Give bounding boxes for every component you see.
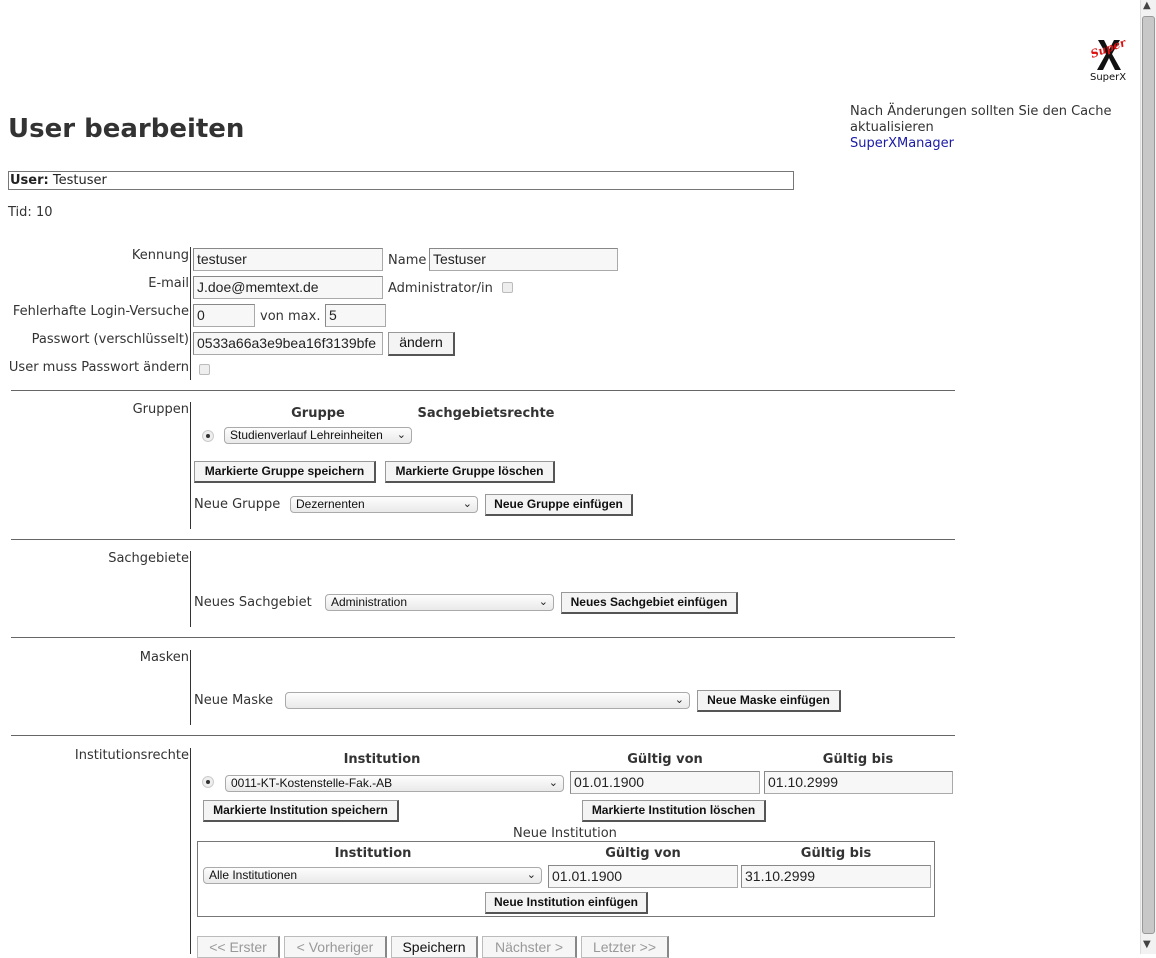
email-label: E-mail: [148, 276, 189, 291]
fields-divider: [190, 247, 191, 380]
institution-header: Institution: [343, 752, 421, 767]
superxmanager-link[interactable]: SuperXManager: [850, 136, 954, 151]
name-input[interactable]: Testuser: [429, 248, 618, 271]
save-group-button[interactable]: Markierte Gruppe speichern: [194, 461, 376, 483]
login-attempts-label: Fehlerhafte Login-Versuche: [12, 304, 189, 319]
institution-von-input[interactable]: 01.01.1900: [570, 771, 760, 794]
gueltig-von-header: Gültig von: [627, 752, 703, 767]
must-change-label: User muss Passwort ändern: [8, 360, 189, 375]
sachgebietsrechte-header: Sachgebietsrechte: [417, 406, 555, 421]
delete-institution-button[interactable]: Markierte Institution löschen: [582, 800, 766, 822]
chevron-down-icon: ⌄: [538, 596, 548, 608]
institution-bis-input[interactable]: 01.10.2999: [764, 771, 953, 794]
gueltig-bis-header: Gültig bis: [822, 752, 894, 767]
change-password-button[interactable]: ändern: [388, 332, 455, 356]
new-institution-von-input[interactable]: 01.01.1900: [548, 865, 738, 888]
new-gueltig-bis-header: Gültig bis: [800, 846, 872, 861]
kennung-input[interactable]: testuser: [193, 248, 383, 271]
first-button[interactable]: << Erster: [197, 936, 280, 958]
tid-value: 10: [35, 205, 53, 220]
previous-button[interactable]: < Vorheriger: [284, 936, 387, 958]
must-change-checkbox[interactable]: [199, 364, 210, 375]
tid-label: Tid:: [8, 205, 32, 220]
separator-4: [11, 735, 955, 736]
user-bar-label: User:: [10, 173, 49, 188]
new-maske-label: Neue Maske: [194, 693, 274, 708]
new-institution-header: Institution: [334, 846, 412, 861]
insert-institution-button[interactable]: Neue Institution einfügen: [485, 892, 648, 914]
new-sachgebiet-label: Neues Sachgebiet: [194, 595, 312, 610]
tid-line: [8, 205, 52, 220]
new-gueltig-von-header: Gültig von: [605, 846, 681, 861]
save-institution-button[interactable]: Markierte Institution speichern: [203, 800, 399, 822]
email-input[interactable]: J.doe@memtext.de: [193, 276, 383, 299]
chevron-down-icon: ⌄: [526, 869, 536, 881]
last-button[interactable]: Letzter >>: [581, 936, 669, 958]
sachgebiete-divider: [190, 551, 191, 627]
chevron-down-icon: ⌄: [548, 777, 558, 789]
scroll-down-arrow-icon[interactable]: ▼: [1143, 939, 1151, 950]
scroll-up-arrow-icon[interactable]: ▲: [1143, 0, 1151, 11]
save-button[interactable]: Speichern: [391, 936, 478, 958]
name-label: Name: [388, 253, 427, 268]
cache-notice: [850, 104, 1130, 152]
kennung-label: Kennung: [131, 248, 189, 263]
institution-radio[interactable]: [202, 776, 214, 788]
chevron-down-icon: ⌄: [396, 429, 406, 441]
user-bar: [8, 171, 794, 190]
login-attempts-input[interactable]: 0: [193, 304, 255, 327]
separator-3: [11, 637, 955, 638]
institutionsrechte-divider: [190, 748, 191, 954]
institutionsrechte-label: Institutionsrechte: [74, 748, 189, 763]
page-title: User bearbeiten: [8, 114, 245, 144]
chevron-down-icon: ⌄: [674, 694, 684, 706]
password-label: Passwort (verschlüsselt): [31, 332, 189, 347]
new-sachgebiet-select[interactable]: Administration ⌄: [325, 594, 554, 611]
user-bar-value: Testuser: [52, 173, 107, 188]
separator-1: [11, 390, 955, 391]
admin-label: Administrator/in: [388, 281, 493, 296]
insert-sachgebiet-button[interactable]: Neues Sachgebiet einfügen: [561, 592, 738, 614]
admin-checkbox[interactable]: [502, 282, 513, 293]
superx-logo: [1088, 38, 1130, 86]
new-group-label: Neue Gruppe: [194, 497, 281, 512]
cache-notice-text: Nach Änderungen sollten Sie den Cache aktualisieren: [850, 104, 1112, 135]
scrollbar[interactable]: [1140, 0, 1156, 954]
gruppe-header: Gruppe: [291, 406, 345, 421]
masken-divider: [190, 650, 191, 725]
insert-maske-button[interactable]: Neue Maske einfügen: [697, 690, 841, 712]
new-institution-title: Neue Institution: [513, 826, 617, 841]
gruppen-divider: [190, 402, 191, 529]
new-group-select[interactable]: Dezernenten ⌄: [290, 496, 478, 513]
gruppe-select[interactable]: Studienverlauf Lehreinheiten ⌄: [224, 427, 412, 444]
masken-label: Masken: [139, 650, 189, 665]
superx-logo-text: SuperX: [1090, 72, 1127, 83]
insert-group-button[interactable]: Neue Gruppe einfügen: [485, 494, 633, 516]
superx-logo-mark: Super: [1088, 36, 1128, 61]
next-button[interactable]: Nächster >: [482, 936, 577, 958]
vonmax-label: von max.: [260, 309, 321, 324]
gruppe-radio[interactable]: [202, 430, 214, 442]
new-institution-select[interactable]: Alle Institutionen ⌄: [203, 867, 542, 884]
password-input[interactable]: 0533a66a3e9bea16f3139bfe: [193, 332, 383, 355]
gruppen-label: Gruppen: [132, 402, 189, 417]
delete-group-button[interactable]: Markierte Gruppe löschen: [385, 461, 555, 483]
sachgebiete-label: Sachgebiete: [108, 551, 189, 566]
separator-2: [11, 539, 955, 540]
scroll-thumb[interactable]: [1142, 16, 1155, 934]
vonmax-input[interactable]: 5: [325, 304, 386, 327]
new-institution-bis-input[interactable]: 31.10.2999: [741, 865, 931, 888]
new-maske-select[interactable]: [285, 692, 690, 709]
chevron-down-icon: ⌄: [462, 498, 472, 510]
institution-select[interactable]: 0011-KT-Kostenstelle-Fak.-AB ⌄: [225, 775, 564, 792]
